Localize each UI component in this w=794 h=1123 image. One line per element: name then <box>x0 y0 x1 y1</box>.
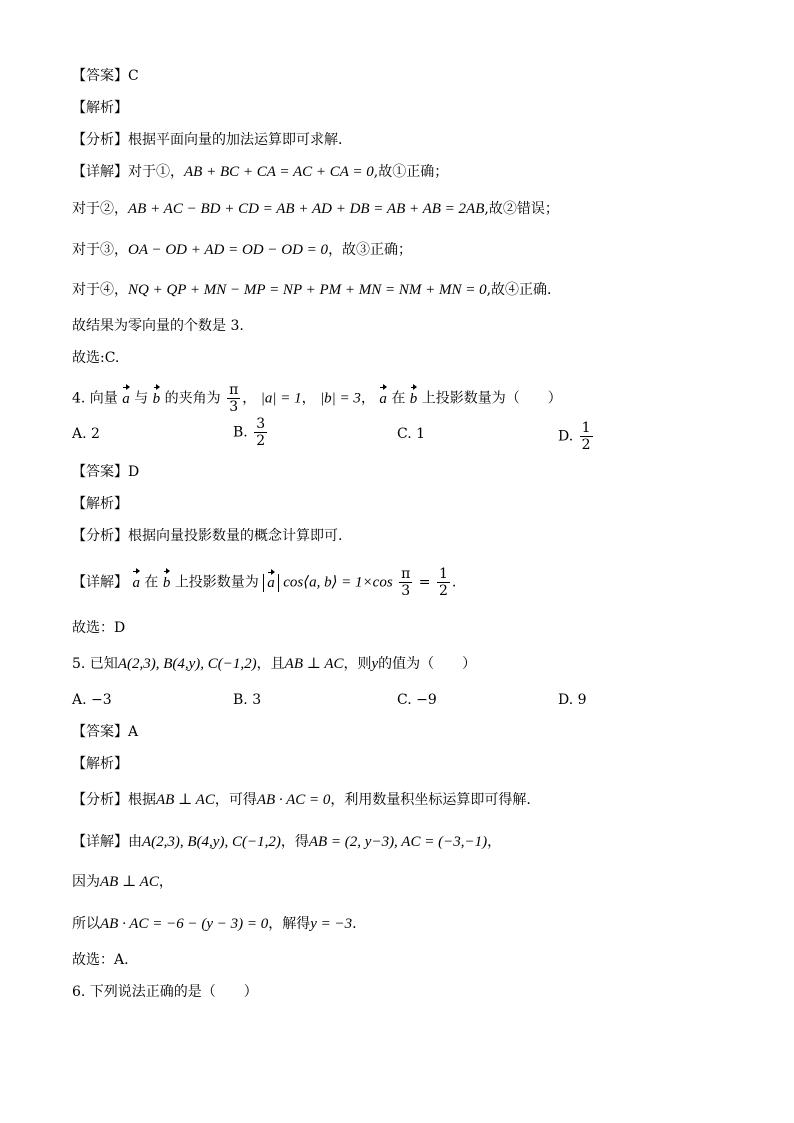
q4-option-a: A. 2 <box>72 426 100 442</box>
q5-because-start: 因为 <box>72 874 100 890</box>
vector-b-3: b <box>162 574 171 591</box>
q5-stem-qie: ，且 <box>256 656 285 672</box>
q4-fenxi: 【分析】根据向量投影数量的概念计算即可. <box>72 528 343 544</box>
q3-detail-3-lead: 对于③， <box>72 242 128 258</box>
q4-choice: 故选：D <box>72 620 126 636</box>
equals-sign: = <box>418 574 431 591</box>
q5-analysis-title: 【解析】 <box>72 756 128 772</box>
fraction-numerator: π <box>401 566 411 582</box>
q3-conclusion: 故结果为零向量的个数是 3. <box>72 318 244 334</box>
q3-detail-4 <box>72 280 552 300</box>
q3-detail-1-math: AB + BC + CA = AC + CA = 0 <box>184 164 374 180</box>
fraction-pi-over-3 <box>227 382 240 415</box>
q3-detail-2-math: AB + AC − BD + CD = AB + AD + DB = AB + AB = 2AB <box>128 201 485 217</box>
vector-b-2: b <box>409 390 418 407</box>
q5-stem-end: 的值为（ ） <box>378 656 477 672</box>
q4-stem-yu: 与 <box>134 390 149 407</box>
q5-so <box>72 914 357 934</box>
q5-stem <box>72 654 476 674</box>
q5-so-result: y = −3 <box>310 916 353 932</box>
q5-fenxi-perp: AB ⊥ AC <box>156 792 215 808</box>
q5-detail-start: 【详解】由 <box>72 834 142 850</box>
q3-detail-2-lead: 对于②， <box>72 201 128 217</box>
q4-option-c: C. 1 <box>397 426 426 442</box>
fraction-denominator: 2 <box>438 583 448 599</box>
q4-detail <box>72 566 456 599</box>
q5-because <box>72 872 173 892</box>
q5-option-a: A. −3 <box>72 692 112 708</box>
q3-detail-3-tail: ，故③正确； <box>328 242 413 258</box>
q5-detail <box>72 832 501 852</box>
q3-answer: 【答案】C <box>72 68 139 84</box>
q5-so-start: 所以 <box>72 916 100 932</box>
q3-detail-3-math: OA − OD + AD = OD − OD = 0 <box>128 242 329 258</box>
fraction-denominator: 2 <box>256 433 266 449</box>
q5-perpendicular: AB ⊥ AC <box>284 656 344 672</box>
q5-detail-points: A(2,3), B(4,y), C(−1,2) <box>142 834 281 850</box>
q5-detail-comma: ， <box>487 834 502 850</box>
q5-choice: 故选：A. <box>72 952 129 968</box>
fraction-pi-over-3-b <box>399 566 412 599</box>
q3-choice: 故选:C. <box>72 350 120 366</box>
fraction-numerator: 3 <box>256 416 266 432</box>
q3-analysis-title: 【解析】 <box>72 100 128 116</box>
q4-comma: ， <box>360 390 375 407</box>
q5-option-b: B. 3 <box>233 692 262 708</box>
q5-y: y <box>371 656 379 672</box>
q4-abs-b: |b| = 3 <box>320 390 361 407</box>
period: . <box>451 574 457 591</box>
q5-fenxi-start: 【分析】根据 <box>72 792 156 808</box>
q4-answer: 【答案】D <box>72 464 140 480</box>
q3-detail-2-tail: ,故②错误； <box>484 201 559 217</box>
q4-detail-expression: cos⟨a, b⟩ = 1×cos <box>283 574 393 591</box>
fraction-one-half <box>437 566 450 599</box>
q3-detail-4-lead: 对于④， <box>72 282 128 298</box>
fraction-numerator: 1 <box>581 420 591 436</box>
q3-detail-4-math: NQ + QP + MN − MP = NP + PM + MN = NM + MN = 0 <box>128 282 487 298</box>
q5-option-d: D. 9 <box>558 692 587 708</box>
vector-a: a <box>122 390 130 407</box>
fraction-denominator: 3 <box>401 583 411 599</box>
q4-stem-angle-text: 的夹角为 <box>164 390 221 407</box>
q4-detail-zai: 在 <box>144 574 159 591</box>
q3-detail-3 <box>72 240 412 260</box>
q5-because-comma: ， <box>158 874 173 890</box>
q4-detail-lead: 【详解】 <box>72 574 128 591</box>
q5-fenxi-mid: ，可得 <box>214 792 257 808</box>
abs-vector-a <box>263 574 279 592</box>
option-label: D. <box>558 428 574 445</box>
q5-fenxi-end: ，利用数量积坐标运算即可得解. <box>330 792 531 808</box>
vector-a-3: a <box>132 574 140 591</box>
q3-detail-1-tail: ,故①正确； <box>373 164 449 180</box>
fraction-denominator: 3 <box>229 399 239 415</box>
q4-analysis-title: 【解析】 <box>72 496 128 512</box>
q4-abs-a: |a| = 1 <box>260 390 302 407</box>
vector-a-2: a <box>379 390 387 407</box>
vector-a-4: a <box>267 574 275 591</box>
q4-stem: 4. 向量 a 与 b 的夹角为 $\frac{\pi}{3}$ ， |a| = 1， |b| = 3， a 在 b 上投影数量为（ ） <box>72 382 562 415</box>
q4-stem-end: 上投影数量为（ ） <box>421 390 562 407</box>
q5-fenxi-dot: AB · AC = 0 <box>256 792 331 808</box>
q3-detail-4-tail: ,故④正确. <box>486 282 552 298</box>
q3-fenxi: 【分析】根据平面向量的加法运算即可求解. <box>72 132 343 148</box>
q4-option-b <box>233 416 269 449</box>
fraction-numerator: π <box>229 382 239 398</box>
vector-b: b <box>152 390 161 407</box>
q5-so-expression: AB · AC = −6 − (y − 3) = 0 <box>100 916 269 932</box>
q5-option-c: C. −9 <box>397 692 437 708</box>
q3-detail-1-lead: 【详解】对于①， <box>72 164 184 180</box>
fraction-numerator: 1 <box>438 566 448 582</box>
q4-detail-text: 上投影数量为 <box>174 574 259 591</box>
q5-because-perp: AB ⊥ AC <box>100 874 159 890</box>
q5-fenxi <box>72 790 531 810</box>
q5-points: A(2,3), B(4,y), C(−1,2) <box>117 656 257 672</box>
option-b-fraction <box>254 416 267 449</box>
q4-stem-zai: 在 <box>391 390 406 407</box>
fraction-denominator: 2 <box>581 437 591 453</box>
q4-option-d <box>558 420 595 453</box>
option-label: B. <box>233 424 248 441</box>
q3-detail-2 <box>72 199 559 219</box>
q5-so-period: . <box>352 916 357 932</box>
q5-stem-start: 5. 已知 <box>72 656 118 672</box>
q4-stem-start: 4. 向量 <box>72 390 118 407</box>
q5-so-jiede: ，解得 <box>268 916 311 932</box>
q6-stem: 6. 下列说法正确的是（ ） <box>72 984 258 1000</box>
q5-detail-de: ，得 <box>280 834 309 850</box>
q5-detail-vectors: AB = (2, y−3), AC = (−3,−1) <box>308 834 488 850</box>
option-d-fraction <box>580 420 593 453</box>
q3-detail-1 <box>72 162 448 182</box>
q5-answer: 【答案】A <box>72 724 139 740</box>
q5-stem-ze: ，则 <box>343 656 372 672</box>
